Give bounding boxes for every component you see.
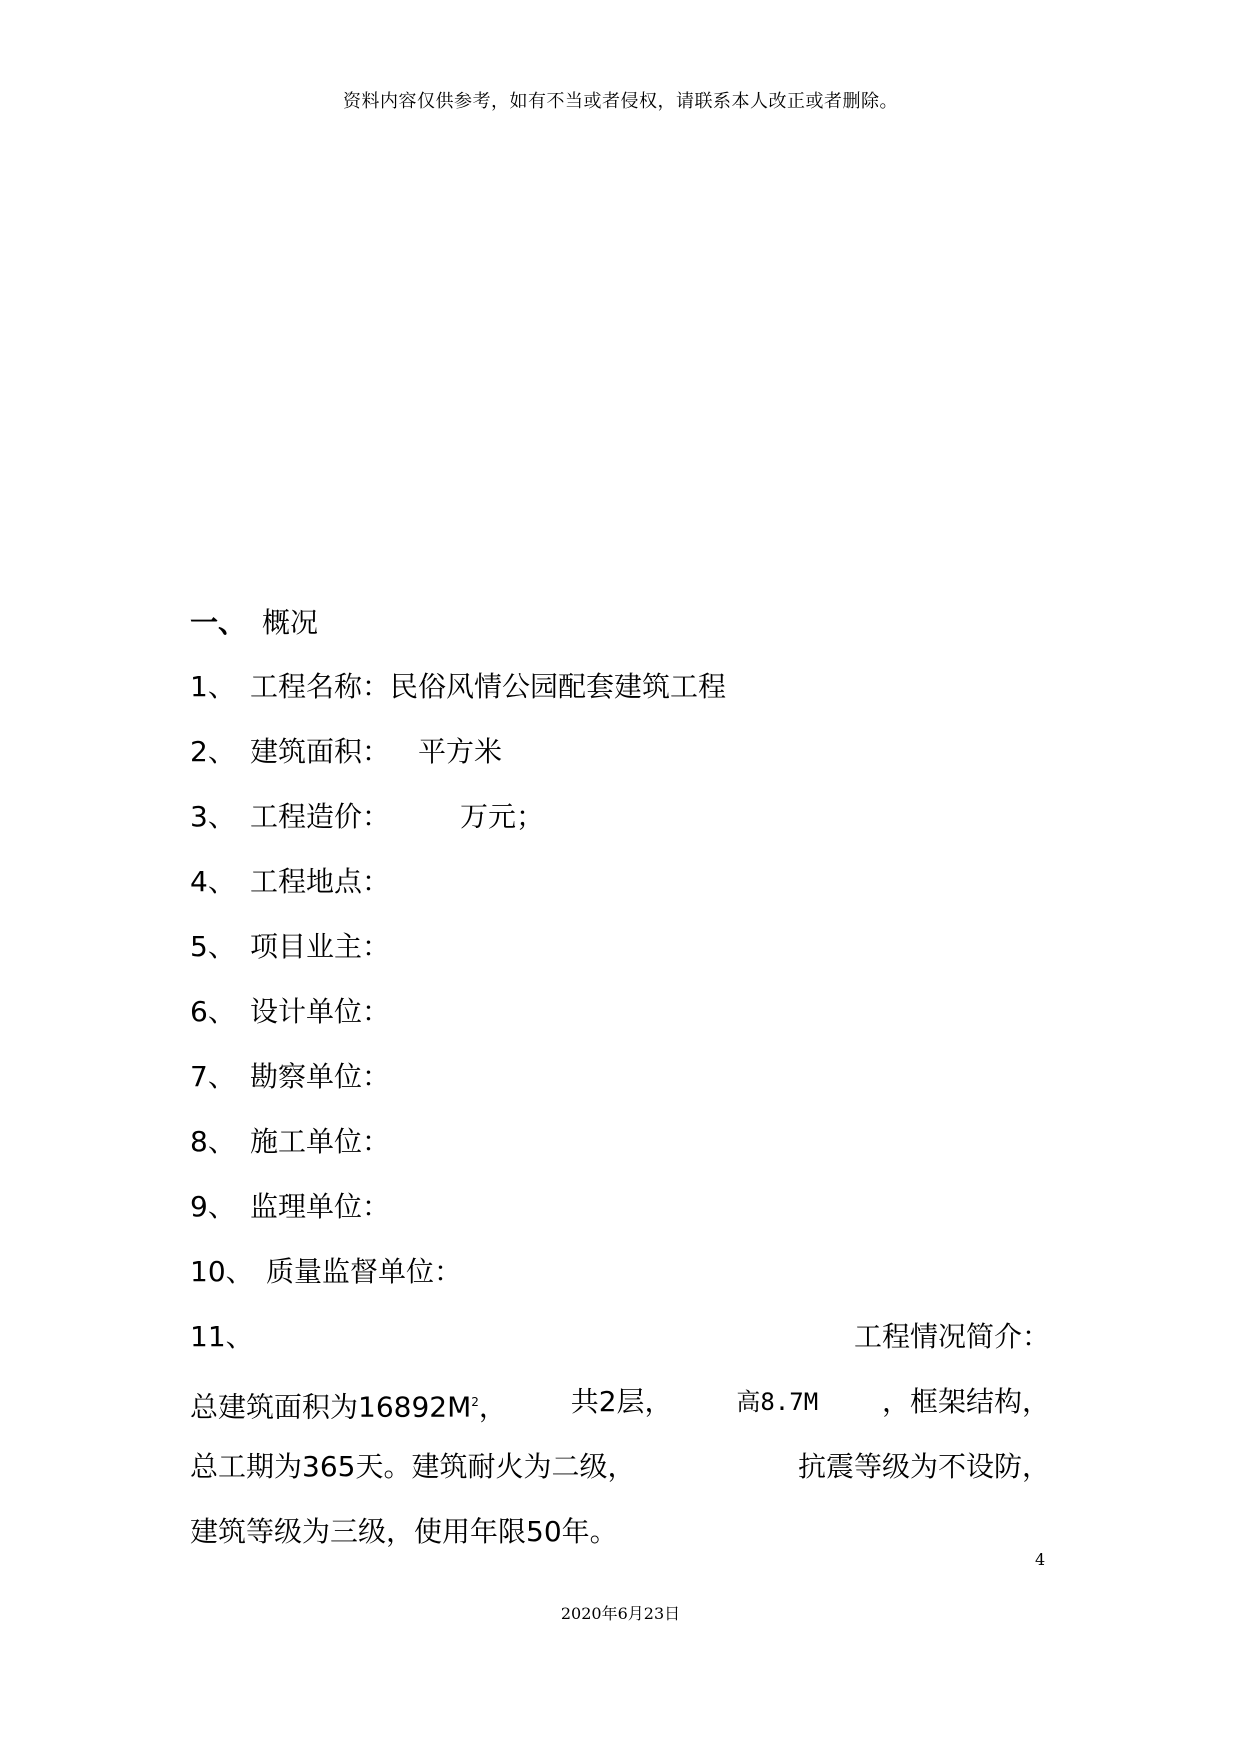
item-label: 工程造价：: [250, 800, 391, 833]
item-label: 质量监督单位：: [266, 1255, 463, 1288]
height-text: 高8.7M: [736, 1388, 819, 1416]
floors-text: 共2层，: [570, 1385, 673, 1418]
item-number: 2、: [190, 735, 236, 768]
area-suffix: ，: [478, 1390, 507, 1424]
item-number: 4、: [190, 865, 236, 898]
item-value: 万元；: [460, 800, 545, 833]
list-item: [190, 862, 1050, 927]
structure-text: ，框架结构，: [881, 1385, 1050, 1418]
section-number: 一、: [190, 606, 247, 639]
item-number: 6、: [190, 995, 236, 1028]
list-item: [190, 1252, 1050, 1317]
description-line: [190, 1447, 1050, 1512]
list-item-overview: [190, 1317, 1050, 1382]
item-label: 建筑面积：: [250, 735, 391, 768]
item-number: 7、: [190, 1060, 236, 1093]
area-superscript: 2: [471, 1395, 479, 1409]
duration-text: 总工期为365天。建筑耐火为二级，: [190, 1450, 636, 1483]
list-item: [190, 992, 1050, 1057]
description-line: [190, 1382, 1050, 1447]
item-label: 勘察单位：: [250, 1060, 391, 1093]
section-heading: [190, 603, 318, 643]
item-label: 施工单位：: [250, 1125, 391, 1158]
item-value: 平方米: [418, 735, 503, 768]
item-label: 设计单位：: [250, 995, 391, 1028]
item-label: 工程地点：: [250, 865, 391, 898]
disclaimer-header: 资料内容仅供参考，如有不当或者侵权，请联系本人改正或者删除。: [343, 91, 898, 112]
item-number: 9、: [190, 1190, 236, 1223]
footer-date: 2020年6月23日: [560, 1604, 681, 1623]
list-item: [190, 1122, 1050, 1187]
list-item: [190, 1057, 1050, 1122]
list-item: [190, 732, 1050, 797]
page-number: 4: [1035, 1550, 1046, 1569]
seismic-text: 抗震等级为不设防，: [797, 1450, 1050, 1483]
item-number: 1、: [190, 670, 236, 703]
area-prefix: 总建筑面积为16892M: [190, 1390, 472, 1424]
description-line: [190, 1512, 1050, 1577]
grade-text: 建筑等级为三级，使用年限50年。: [190, 1515, 618, 1548]
list-item: [190, 927, 1050, 992]
item-number: 3、: [190, 800, 236, 833]
item-label: 工程名称：: [250, 670, 391, 703]
item-label: 项目业主：: [250, 930, 391, 963]
item-label: 监理单位：: [250, 1190, 391, 1223]
item-value: 民俗风情公园配套建筑工程: [390, 670, 727, 703]
list-item: [190, 667, 1050, 732]
item-number: 10、: [190, 1255, 254, 1288]
item-number: 8、: [190, 1125, 236, 1158]
list-item: [190, 797, 1050, 862]
item-label: 工程情况简介：: [853, 1320, 1050, 1353]
overview-list: [190, 667, 1050, 1577]
section-title: 概况: [262, 606, 319, 639]
item-number: 5、: [190, 930, 236, 963]
list-item: [190, 1187, 1050, 1252]
total-area-text: [190, 1382, 507, 1447]
item-number: 11、: [190, 1320, 254, 1353]
